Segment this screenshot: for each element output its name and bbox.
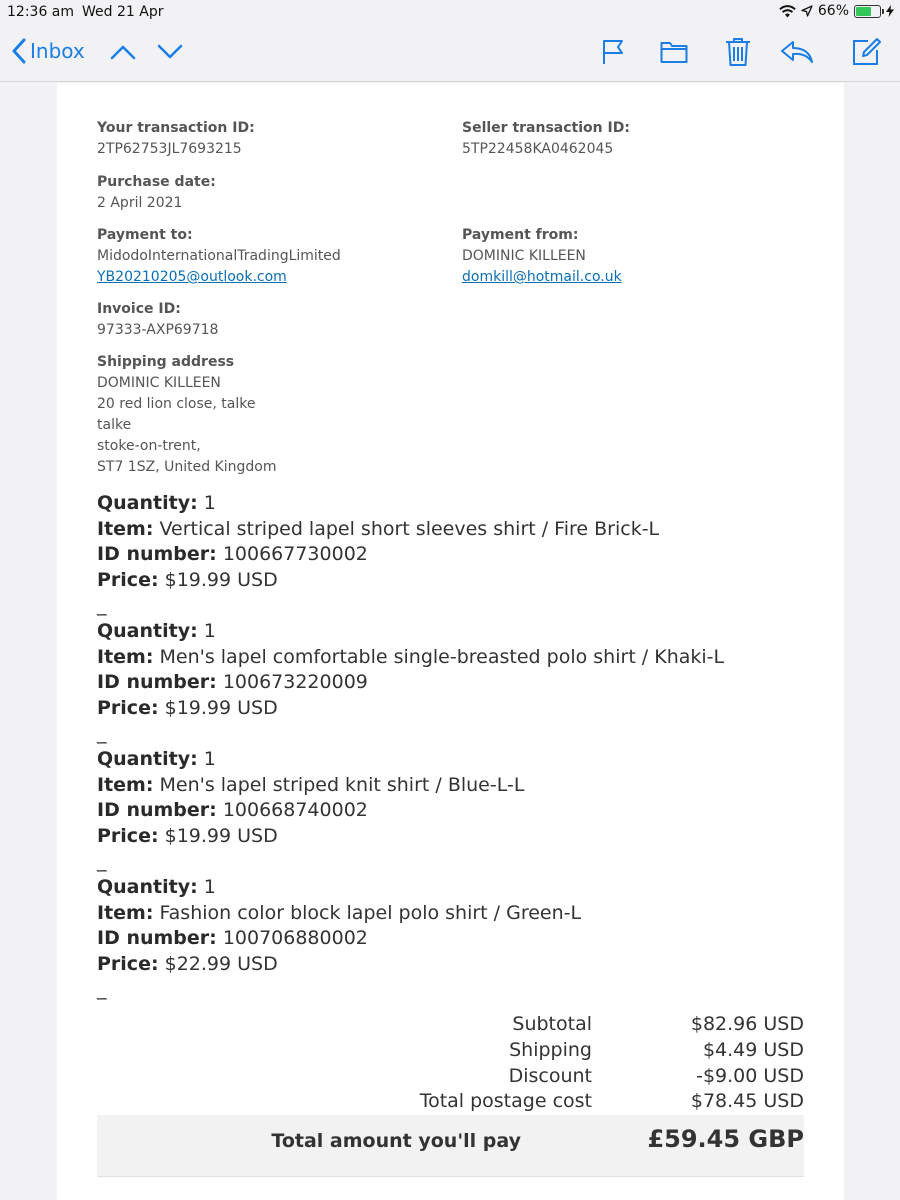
item-separator: _ — [97, 978, 107, 1001]
shipping-line: talke — [97, 417, 132, 433]
charging-icon — [886, 5, 894, 17]
purchase-date — [97, 172, 216, 214]
id-label: ID number: — [97, 927, 217, 950]
order-totals — [97, 1013, 804, 1116]
total-postage-label: Total postage cost — [419, 1090, 592, 1113]
payment-to-name: MidodoInternationalTradingLimited — [97, 248, 341, 264]
subtotal-value: $82.96 USD — [690, 1013, 804, 1035]
item-label: Item: — [97, 645, 154, 668]
status-time: 12:36 am — [7, 4, 75, 20]
delete-button[interactable] — [725, 37, 751, 67]
item-separator: _ — [97, 722, 107, 745]
payment-to-email-link[interactable]: YB20210205@outlook.com — [97, 269, 287, 285]
price-label: Price: — [97, 696, 159, 719]
subtotal-label: Subtotal — [512, 1013, 592, 1035]
grand-total-value: £59.45 GBP — [647, 1125, 804, 1153]
status-right — [779, 3, 894, 19]
item-separator: _ — [97, 850, 107, 873]
trash-icon — [725, 37, 751, 67]
payment-from-label: Payment from: — [462, 227, 579, 243]
order-item — [97, 747, 817, 875]
flag-button[interactable] — [602, 39, 624, 65]
subtotal-row — [97, 1013, 804, 1039]
compose-button[interactable] — [852, 37, 882, 67]
total-postage-value: $78.45 USD — [690, 1090, 804, 1113]
your-transaction-value: 2TP62753JL7693215 — [97, 141, 242, 157]
item-quantity: 1 — [203, 492, 216, 514]
wifi-icon — [779, 5, 796, 18]
item-separator: _ — [97, 594, 107, 617]
item-id: 100668740002 — [222, 799, 368, 822]
id-label: ID number: — [97, 543, 217, 566]
quantity-label: Quantity: — [97, 492, 198, 514]
quantity-label: Quantity: — [97, 619, 198, 642]
invoice-id — [97, 299, 218, 341]
seller-transaction-value: 5TP22458KA0462045 — [462, 141, 614, 157]
payment-from-email-link[interactable]: domkill@hotmail.co.uk — [462, 269, 622, 285]
item-name: Vertical striped lapel short sleeves shirt / Fire Brick-L — [159, 517, 660, 540]
status-date: Wed 21 Apr — [82, 4, 164, 20]
battery-icon — [854, 5, 881, 18]
item-quantity: 1 — [203, 747, 216, 770]
item-price: $22.99 USD — [164, 952, 278, 975]
reply-button[interactable] — [780, 40, 814, 64]
flag-icon — [602, 39, 624, 65]
invoice-value: 97333-AXP69718 — [97, 322, 219, 338]
item-quantity: 1 — [203, 875, 216, 898]
your-transaction-id — [97, 118, 255, 160]
mail-toolbar — [0, 26, 900, 82]
price-label: Price: — [97, 568, 159, 591]
seller-transaction-label: Seller transaction ID: — [462, 120, 630, 136]
order-item — [97, 491, 817, 619]
location-icon — [801, 5, 813, 17]
chevron-up-icon — [110, 44, 136, 60]
item-price: $19.99 USD — [164, 696, 278, 719]
item-name: Men's lapel striped knit shirt / Blue-L-L — [159, 773, 525, 796]
item-id: 100706880002 — [222, 927, 368, 950]
total-postage-row — [97, 1090, 804, 1116]
discount-row — [97, 1065, 804, 1091]
back-label: Inbox — [30, 39, 85, 63]
grand-total-label: Total amount you'll pay — [271, 1130, 521, 1152]
price-label: Price: — [97, 952, 159, 975]
compose-icon — [852, 37, 882, 67]
battery-percent: 66% — [817, 3, 849, 19]
shipping-cost-label: Shipping — [509, 1038, 592, 1061]
payment-from — [462, 225, 622, 288]
shipping-line: stoke-on-trent, — [97, 438, 201, 454]
item-quantity: 1 — [203, 619, 216, 642]
back-to-inbox-button[interactable] — [12, 38, 85, 64]
discount-label: Discount — [508, 1064, 592, 1087]
id-label: ID number: — [97, 799, 217, 822]
shipping-row — [97, 1039, 804, 1065]
shipping-line: ST7 1SZ, United Kingdom — [97, 459, 277, 475]
shipping-line: DOMINIC KILLEEN — [97, 375, 221, 391]
status-bar — [0, 0, 900, 26]
item-price: $19.99 USD — [164, 824, 278, 847]
email-body — [57, 83, 844, 1200]
item-id: 100667730002 — [222, 543, 368, 566]
your-transaction-label: Your transaction ID: — [97, 120, 255, 136]
item-label: Item: — [97, 773, 154, 796]
order-item — [97, 619, 817, 747]
shipping-label: Shipping address — [97, 354, 235, 370]
chevron-down-icon — [157, 44, 183, 60]
item-id: 100673220009 — [222, 671, 368, 694]
folder-icon — [660, 40, 688, 64]
item-label: Item: — [97, 901, 154, 924]
order-item — [97, 875, 817, 1003]
item-label: Item: — [97, 517, 154, 540]
price-label: Price: — [97, 824, 159, 847]
battery-fill — [856, 7, 871, 16]
purchase-date-label: Purchase date: — [97, 174, 216, 190]
payment-to-label: Payment to: — [97, 227, 193, 243]
quantity-label: Quantity: — [97, 747, 198, 770]
item-price: $19.99 USD — [164, 568, 278, 591]
shipping-address — [97, 352, 276, 478]
id-label: ID number: — [97, 671, 217, 694]
seller-transaction-id — [462, 118, 630, 160]
shipping-cost-value: $4.49 USD — [702, 1038, 804, 1061]
payment-to — [97, 225, 341, 288]
order-items — [97, 491, 817, 1003]
item-name: Fashion color block lapel polo shirt / Green-L — [159, 901, 582, 924]
previous-message-button[interactable] — [110, 44, 136, 60]
shipping-line: 20 red lion close, talke — [97, 396, 256, 412]
discount-value: -$9.00 USD — [696, 1064, 804, 1087]
payment-from-name: DOMINIC KILLEEN — [462, 248, 586, 264]
quantity-label: Quantity: — [97, 875, 198, 898]
chevron-left-icon — [12, 38, 26, 64]
next-message-button[interactable] — [157, 44, 183, 60]
invoice-label: Invoice ID: — [97, 301, 181, 317]
grand-total — [97, 1115, 804, 1177]
reply-icon — [780, 40, 814, 64]
item-name: Men's lapel comfortable single-breasted polo shirt / Khaki-L — [159, 645, 725, 668]
purchase-date-value: 2 April 2021 — [97, 195, 183, 211]
move-to-folder-button[interactable] — [660, 40, 688, 64]
